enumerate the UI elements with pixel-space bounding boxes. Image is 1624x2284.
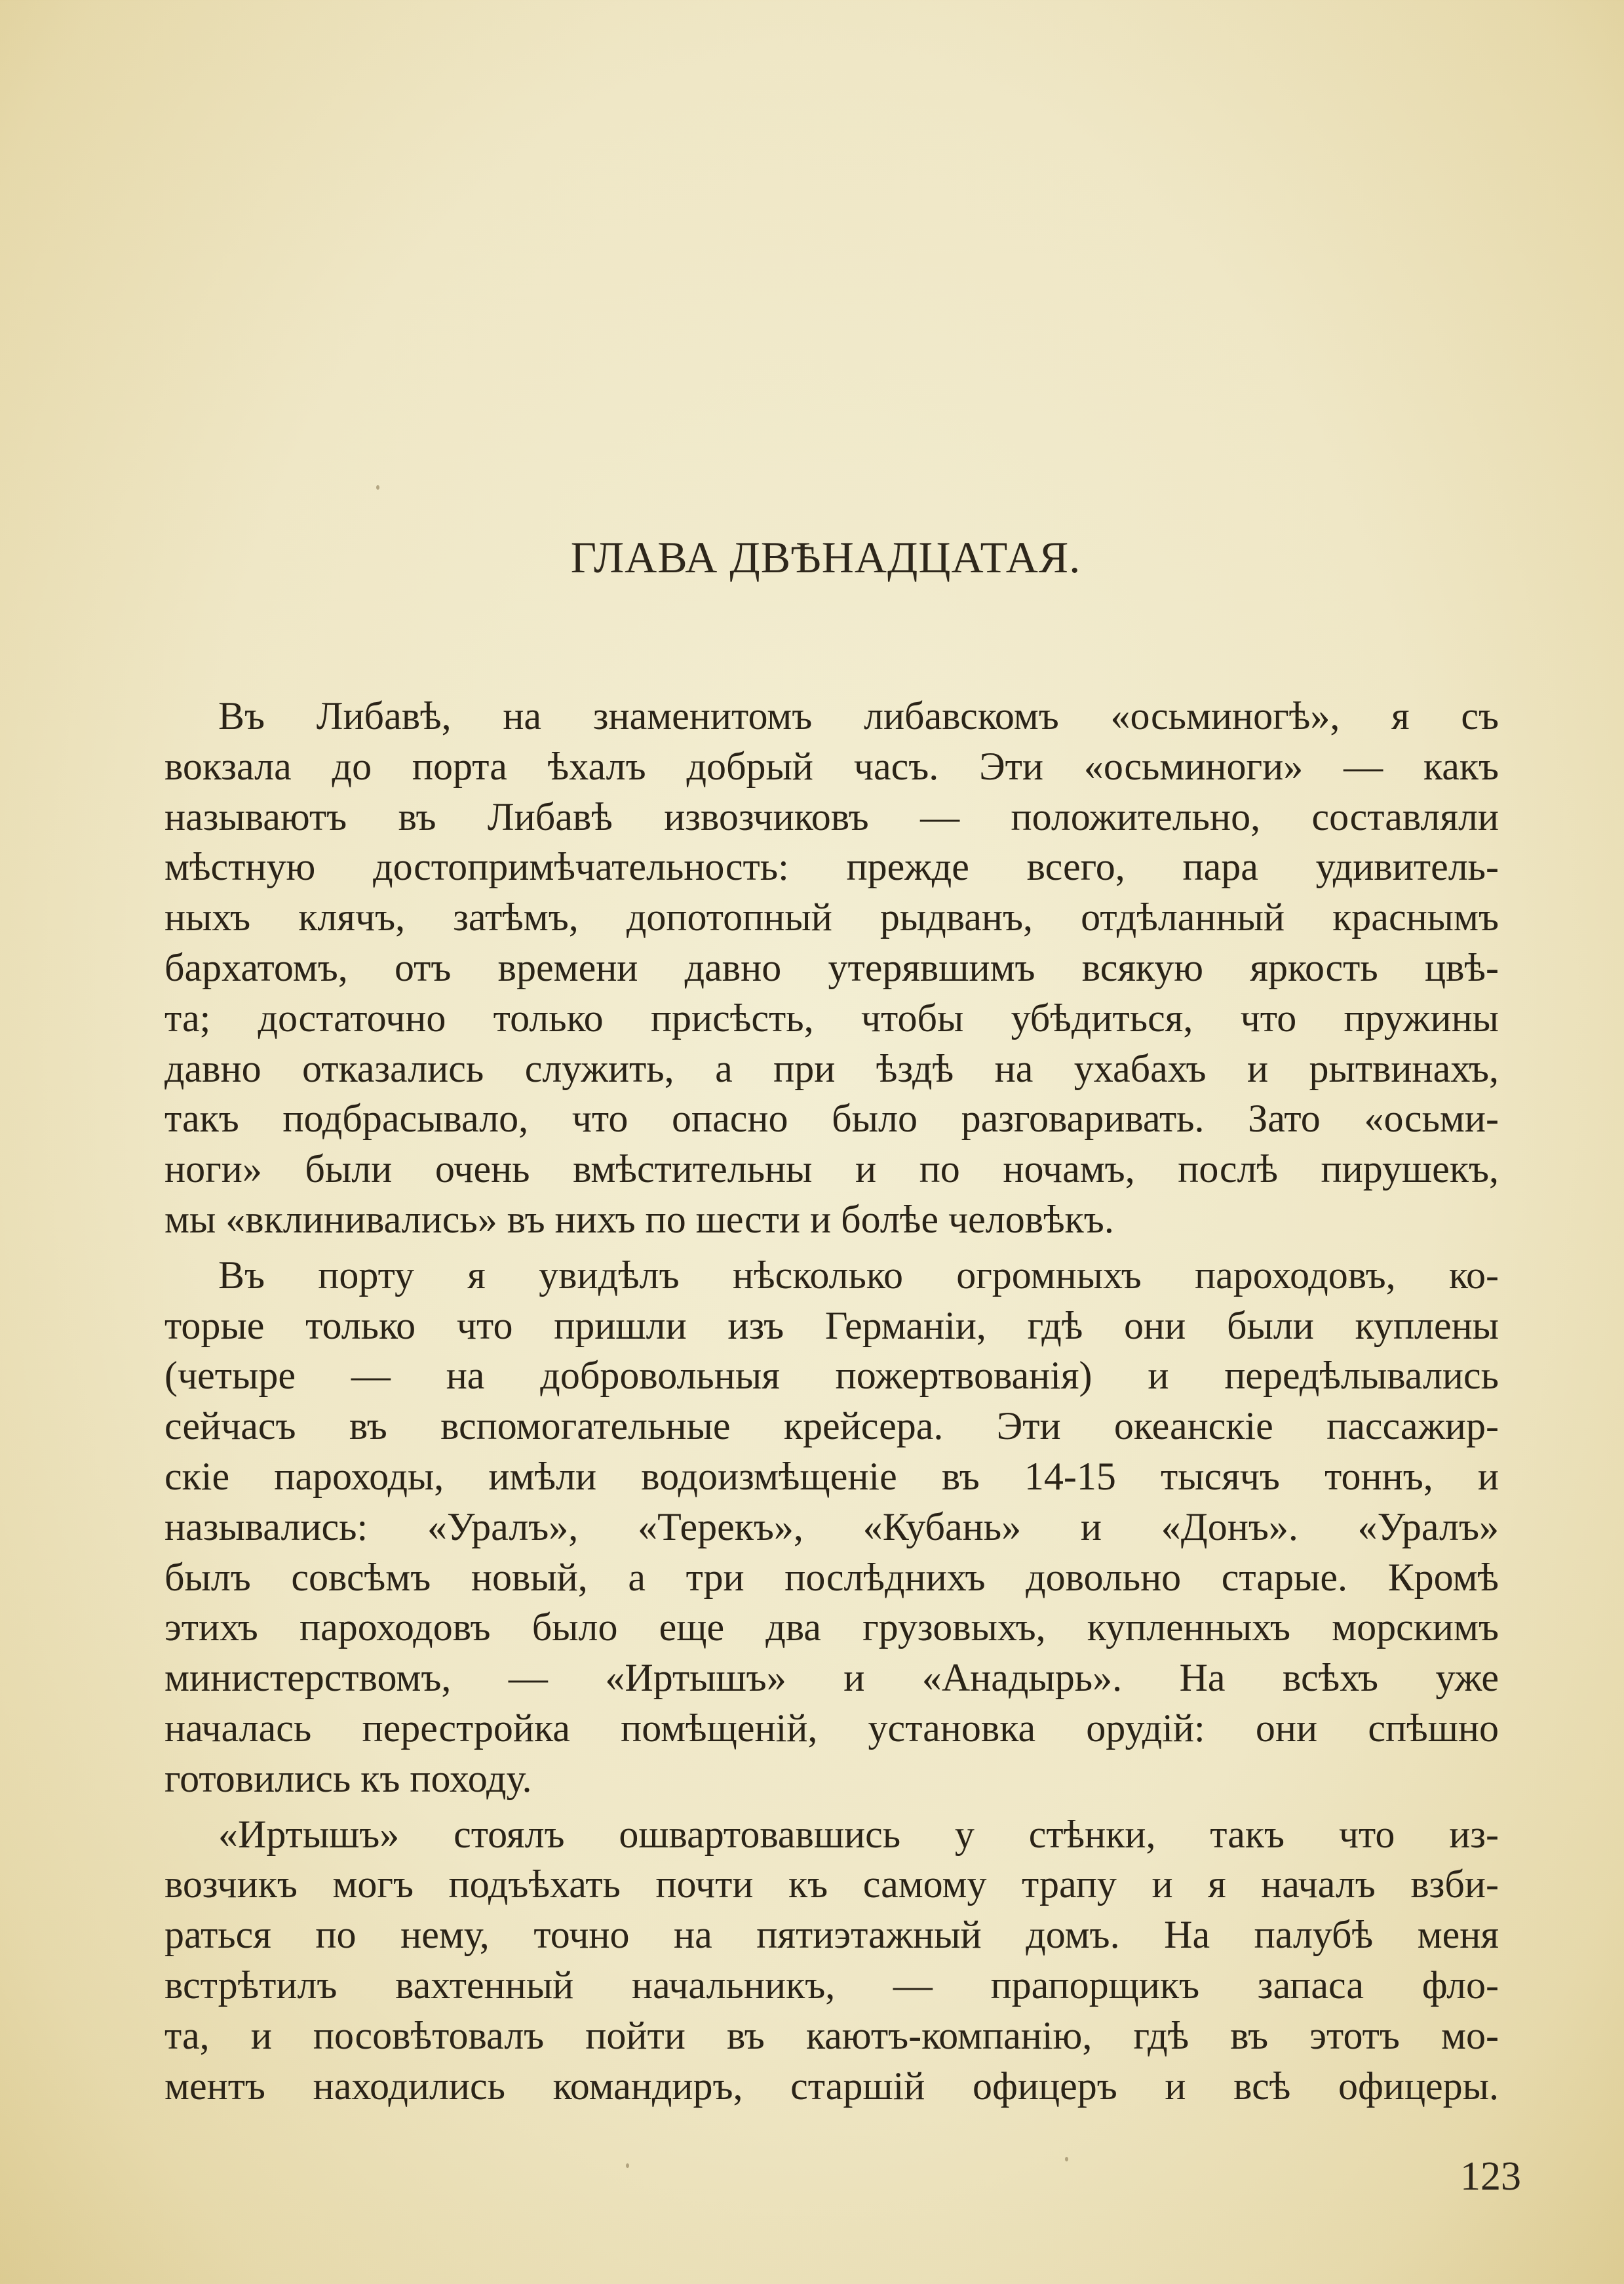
paper-speck [626, 2163, 629, 2168]
text-line: вокзала до порта ѣхалъ добрый часъ. Эти «осьминоги» — какъ [164, 744, 1499, 788]
text-line: Въ Либавѣ, на знаменитомъ либавскомъ «осьминогѣ», я съ [218, 694, 1499, 738]
paper-speck [1065, 2157, 1068, 2161]
paper-speck [376, 485, 379, 490]
text-line: началась перестройка помѣщеній, установка орудій: они спѣшно [164, 1706, 1499, 1750]
text-line: назывались: «Уралъ», «Терекъ», «Кубань» и «Донъ». «Уралъ» [164, 1505, 1499, 1548]
text-line: та, и посовѣтовалъ пойти въ каютъ-компанію, гдѣ въ этотъ мо- [164, 2013, 1499, 2057]
chapter-title: ГЛАВА ДВѢНАДЦАТАЯ. [570, 532, 1081, 582]
paragraph [164, 1250, 1499, 1804]
text-line: мы «вклинивались» въ нихъ по шести и болѣе человѣкъ. [164, 1197, 1114, 1241]
text-line: раться по нему, точно на пятиэтажный домъ. На палубѣ меня [164, 1913, 1499, 1957]
text-line: мѣстную достопримѣчательность: прежде всего, пара удивитель- [164, 845, 1499, 889]
text-line: Въ порту я увидѣлъ нѣсколько огромныхъ пароходовъ, ко- [218, 1253, 1499, 1297]
text-line: ныхъ клячъ, затѣмъ, допотопный рыдванъ, отдѣланный краснымъ [164, 896, 1499, 939]
paragraph [164, 1809, 1499, 2112]
text-line: такъ подбрасывало, что опасно было разговаривать. Зато «осьми- [164, 1097, 1499, 1141]
text-line: ментъ находились командиръ, старшій офицеръ и всѣ офицеры. [164, 2064, 1499, 2108]
text-line: этихъ пароходовъ было еще два грузовыхъ, купленныхъ морскимъ [164, 1605, 1499, 1649]
text-line: та; достаточно только присѣсть, чтобы убѣдиться, что пружины [164, 996, 1499, 1040]
text-line: давно отказались служить, а при ѣздѣ на ухабахъ и рытвинахъ, [164, 1046, 1499, 1090]
text-line: бархатомъ, отъ времени давно утерявшимъ всякую яркость цвѣ- [164, 945, 1499, 989]
body-text [164, 691, 1499, 2111]
text-line: называютъ въ Либавѣ извозчиковъ — положительно, составляли [164, 795, 1499, 838]
text-line: готовились къ походу. [164, 1756, 532, 1800]
text-line: торые только что пришли изъ Германіи, гдѣ они были куплены [164, 1303, 1499, 1347]
text-line: скіе пароходы, имѣли водоизмѣщеніе въ 14-15 тысячъ тоннъ, и [164, 1454, 1499, 1498]
text-line: ноги» были очень вмѣстительны и по ночамъ, послѣ пирушекъ, [164, 1147, 1499, 1191]
text-line: министерствомъ, — «Иртышъ» и «Анадырь». На всѣхъ уже [164, 1656, 1499, 1700]
text-line: возчикъ могъ подъѣхать почти къ самому трапу и я началъ взби- [164, 1862, 1499, 1906]
paragraph [164, 691, 1499, 1245]
text-line: былъ совсѣмъ новый, а три послѣднихъ довольно старые. Кромѣ [164, 1555, 1499, 1599]
text-line: «Иртышъ» стоялъ ошвартовавшись у стѣнки, такъ что из- [218, 1812, 1499, 1856]
text-line: сейчасъ въ вспомогательные крейсера. Эти океанскіе пассажир- [164, 1404, 1499, 1448]
text-line: (четыре — на добровольныя пожертвованія) и передѣлывались [164, 1354, 1499, 1398]
page-number: 123 [1460, 2154, 1521, 2199]
text-line: встрѣтилъ вахтенный начальникъ, — прапорщикъ запаса фло- [164, 1963, 1499, 2007]
